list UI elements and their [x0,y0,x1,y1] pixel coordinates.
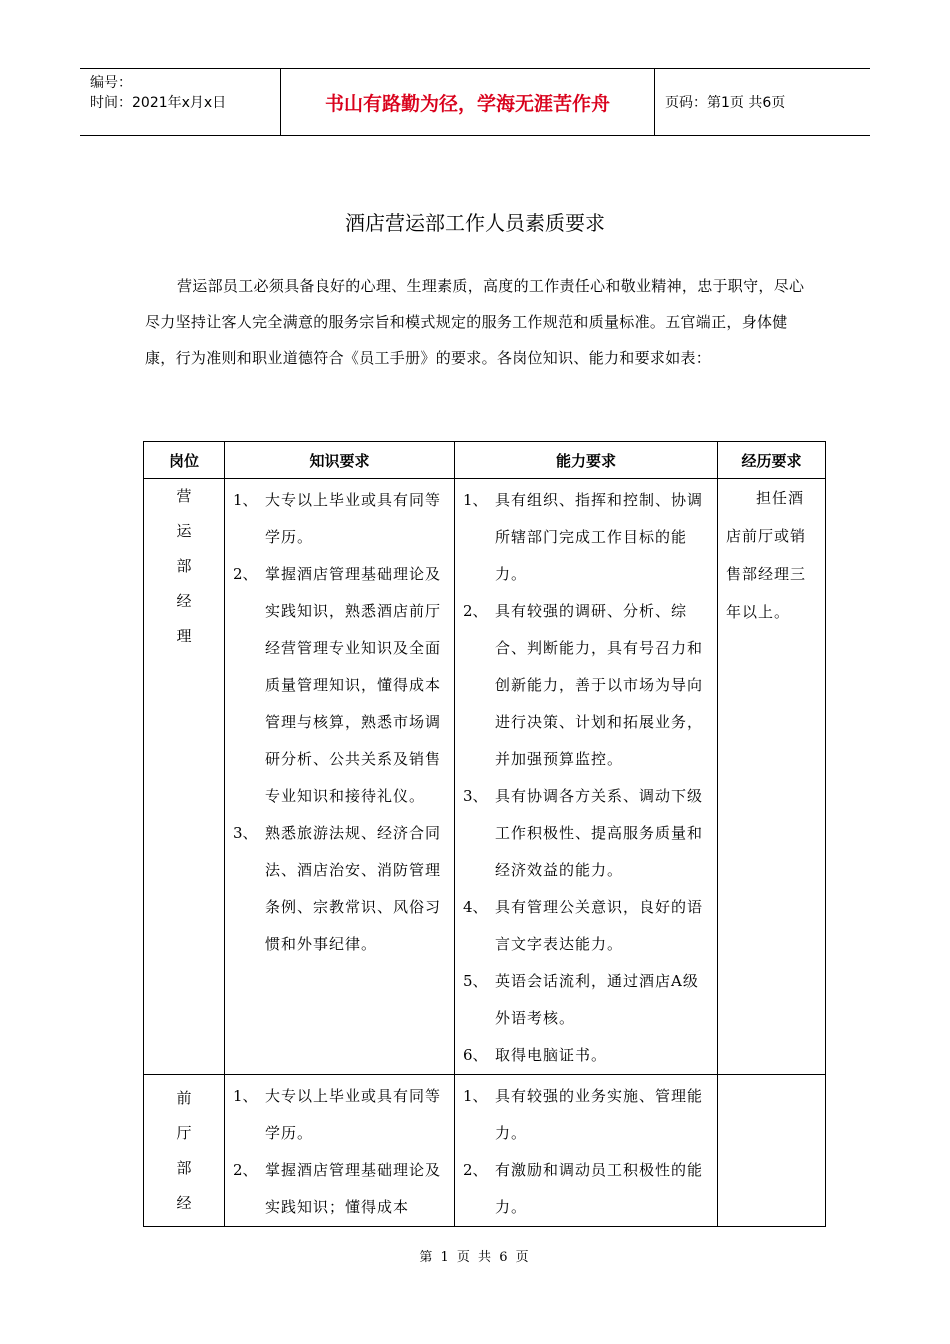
page-footer: 第 1 页 共 6 页 [419,1250,531,1265]
header-position: 岗位 [144,442,225,479]
requirements-table [143,441,826,1227]
list-item [463,1152,711,1226]
list-item [463,778,711,889]
experience-cell [718,1075,826,1227]
position-cell [144,479,225,1075]
item-text: 有激励和调动员工积极性的能力。 [495,1161,704,1216]
list-item [463,1078,711,1152]
item-number: 3、 [233,824,258,842]
table-row [144,1075,826,1227]
knowledge-list [225,479,454,963]
ability-list [455,1075,717,1226]
ability-cell [455,1075,718,1227]
list-item [233,556,448,815]
header-motto: 书山有路勤为径，学海无涯苦作舟 [281,69,655,135]
item-number: 4、 [463,898,488,916]
item-text: 熟悉旅游法规、经济合同法、酒店治安、消防管理条例、宗教常识、风俗习惯和外事纪律。 [265,824,442,953]
knowledge-cell [225,1075,455,1227]
knowledge-list [225,1075,454,1226]
table-row [144,479,826,1075]
item-text: 大专以上毕业或具有同等学历。 [265,491,442,546]
document-title: 酒店营运部工作人员素质要求 [345,211,605,235]
item-text: 具有较强的调研、分析、综合、判断能力，具有号召力和创新能力，善于以市场为导向进行决策、计划和拓展业务，并加强预算监控。 [495,602,704,768]
list-item [233,815,448,963]
list-item [463,963,711,1037]
position-name: 营运部经理 [176,487,192,645]
knowledge-cell [225,479,455,1075]
time-label: 时间：2021年x月x日 [90,95,227,111]
item-text: 具有较强的业务实施、管理能力。 [495,1087,704,1142]
list-item [233,1152,448,1226]
item-number: 2、 [463,602,488,620]
item-number: 1、 [463,491,488,509]
number-label: 编号： [90,75,132,91]
header-ability: 能力要求 [455,442,718,479]
item-text: 具有管理公关意识，良好的语言文字表达能力。 [495,898,704,953]
intro-paragraph: 营运部员工必须具备良好的心理、生理素质，高度的工作责任心和敬业精神，忠于职守，尽心尽力坚持让客人完全满意的服务宗旨和模式规定的服务工作规范和质量标准。五官端正，身体健康，行为准则和职业道德符合《员工手册》的要求。各岗位知识、能力和要求如表： [145,277,805,367]
item-text: 大专以上毕业或具有同等学历。 [265,1087,442,1142]
item-number: 1、 [463,1087,488,1105]
list-item [463,593,711,778]
ability-list [455,479,717,1074]
item-text: 取得电脑证书。 [495,1046,608,1064]
list-item [463,482,711,593]
item-number: 6、 [463,1046,488,1064]
ability-cell [455,479,718,1075]
header-page-info: 页码：第1页 共6页 [665,95,786,111]
header-knowledge: 知识要求 [225,442,455,479]
item-number: 2、 [233,565,258,583]
list-item [463,1037,711,1074]
item-number: 2、 [233,1161,258,1179]
list-item [233,1078,448,1152]
item-number: 2、 [463,1161,488,1179]
list-item [233,482,448,556]
header-experience: 经历要求 [718,442,826,479]
experience-cell: 担任酒店前厅或销售部经理三年以上。 [718,479,826,1075]
item-text: 英语会话流利，通过酒店A级外语考核。 [495,972,699,1027]
item-text: 具有组织、指挥和控制、协调所辖部门完成工作目标的能力。 [495,491,704,583]
item-number: 5、 [463,972,488,990]
item-text: 掌握酒店管理基础理论及实践知识，熟悉酒店前厅经营管理专业知识及全面质量管理知识，懂得成本管理与核算，熟悉市场调研分析、公共关系及销售专业知识和接待礼仪。 [265,565,442,805]
table-header-row [144,442,826,479]
item-number: 1、 [233,1087,258,1105]
list-item [463,889,711,963]
position-cell [144,1075,225,1227]
header-info [80,69,281,135]
position-name: 前厅部经 [176,1089,192,1212]
item-text: 具有协调各方关系、调动下级工作积极性、提高服务质量和经济效益的能力。 [495,787,704,879]
page-header [80,68,870,136]
item-number: 3、 [463,787,488,805]
item-number: 1、 [233,491,258,509]
item-text: 掌握酒店管理基础理论及实践知识；懂得成本 [265,1161,442,1216]
